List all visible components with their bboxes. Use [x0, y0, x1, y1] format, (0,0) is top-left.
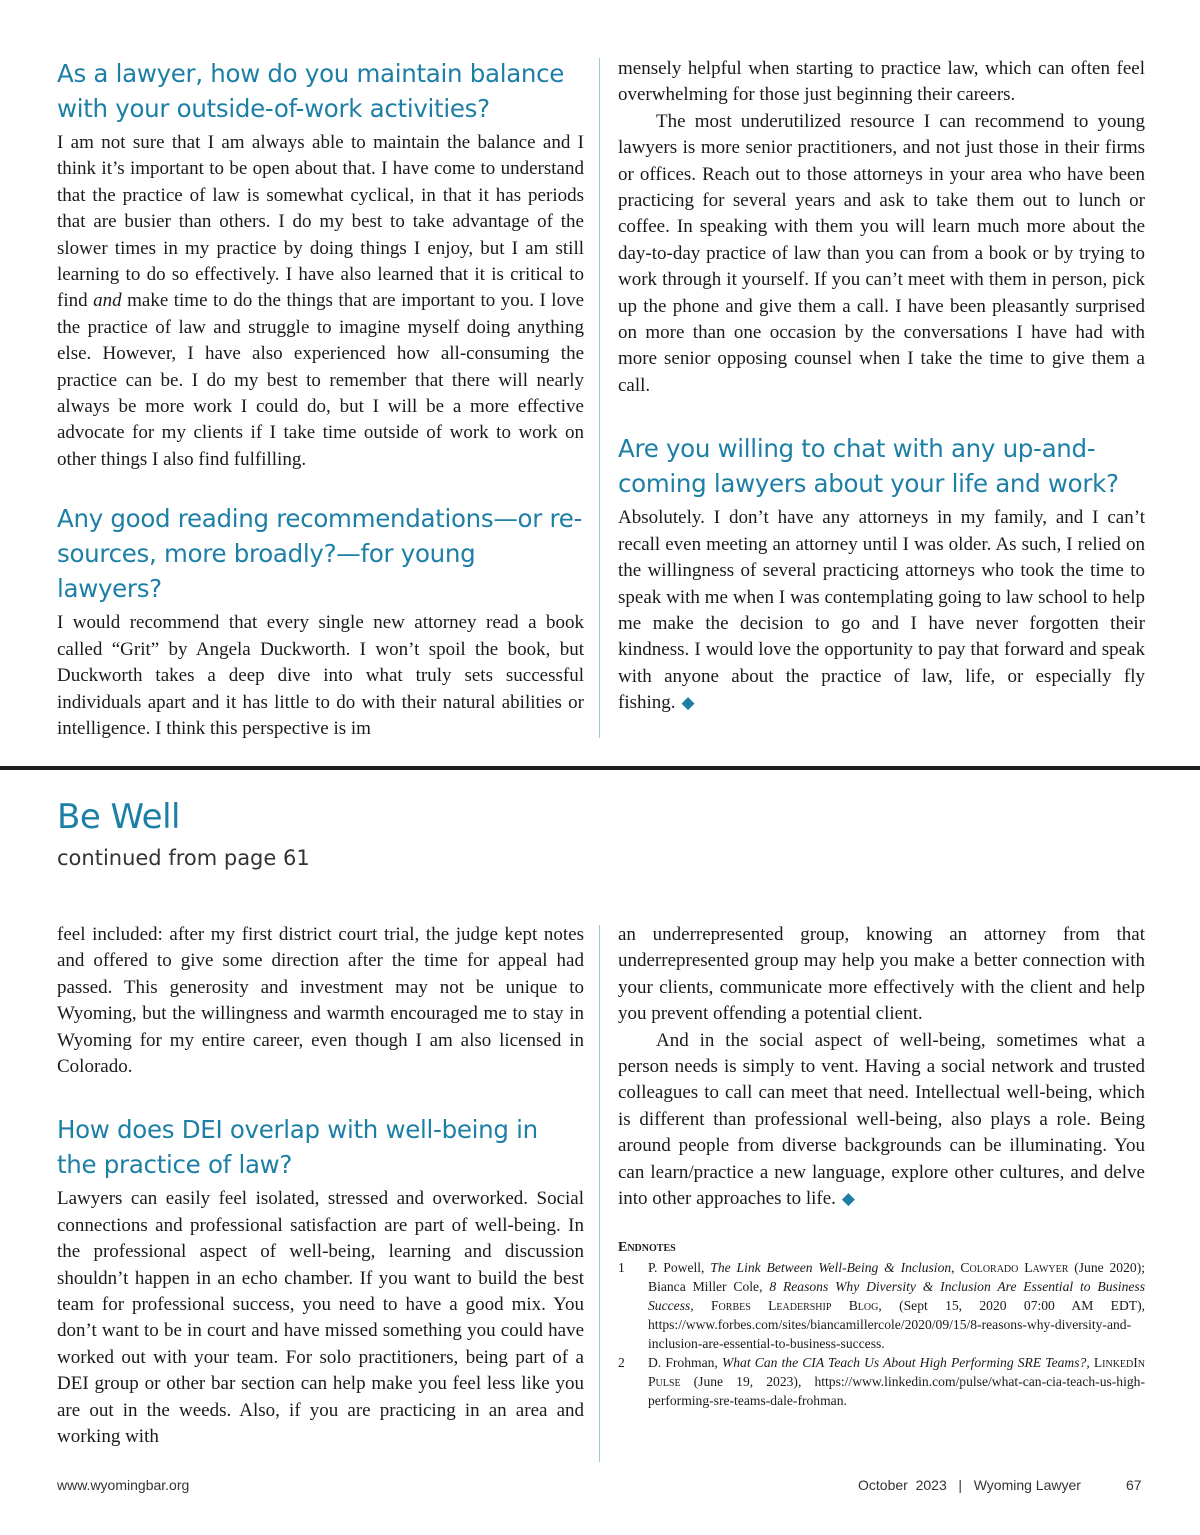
- heading-chat-with-lawyers: Are you willing to chat with any up-and-coming lawyers about your life and work?: [618, 434, 1119, 499]
- section-rule: [0, 766, 1200, 770]
- paragraph-dei-wellbeing: Lawyers can easily feel isolated, stressed and overworked. Social connections and professional satisfaction are part of well-being. In the professional aspect of well-being, learning and discussion shouldn’t happen in an echo chamber. If you want to build the best team for professional success, you need to have a good mix. You don’t want to be in court and have missed something you could have worked out with your team. For solo practitioners, being part of a DEI group or other bar section can help make you feel less like you are out in the weeds. Also, if you are practicing in an area and working with: [57, 1188, 584, 1448]
- endnote-number: 1: [618, 1260, 625, 1276]
- section-subtitle: continued from page 61: [57, 846, 310, 870]
- endnotes-title: Endnotes: [618, 1240, 676, 1256]
- column-divider-bottom: [599, 925, 600, 1462]
- bottom-left-column: [57, 922, 584, 1451]
- footer-issue: October 2023 | Wyoming Lawyer: [858, 1477, 1081, 1493]
- column-divider-top: [599, 58, 600, 738]
- top-right-column: [618, 56, 1145, 717]
- bottom-right-column: [618, 922, 1145, 1410]
- endnote-1: [618, 1258, 1145, 1353]
- heading-reading-recommendations: Any good reading recommendations—or resources, more broadly?—for young lawyers?: [57, 504, 583, 604]
- paragraph-reading-recommendations: I would recommend that every single new attorney read a book called “Grit” by Angela Duckworth. I won’t spoil the book, but Duckworth takes a deep dive into what truly sets successful individuals apart and it has little to do with their natural abilities or intelligence. I think this perspective is im: [57, 612, 584, 739]
- top-left-column: [57, 56, 584, 742]
- paragraph-chat-with-lawyers: Absolutely. I don’t have any attorneys in my family, and I can’t recall even meeting an attorney until I was older. As such, I relied on the willingness of several practicing attorneys who took the time to speak with me when I was contemplating going to law school to help me make the decision to go and I have never forgotten their kindness. I would love the opportunity to pay that forward and speak with anyone about the practice of law, life, or especially fly fishing. ◆: [618, 507, 1145, 714]
- paragraph-social-aspect: And in the social aspect of well-being, sometimes what a person needs is simply to vent. Having a social network and trusted colleagues to call can meet that need. Intellectual well-being, which is different than professional well-being, also plays a role. Being around people from diverse backgrounds can be illuminating. You can learn/practice a new language, explore other cultures, and delve into other approaches to life. ◆: [618, 1029, 1145, 1210]
- endnote-text: P. Powell, The Link Between Well-Being & Inclusion, Colorado Lawyer (June 2020); Bianca Miller Cole, 8 Reasons Why Diversity & Inclusion Are Essential to Business Success, Forbes Leadership Blog, (Sept 15, 2020 07:00 AM EDT), https://www.forbes.com/sites/biancamillercole/2020/09/15/8-reasons-why-diversity-and-inclusion-are-essential-to-business-success.: [648, 1260, 1146, 1352]
- paragraph-senior-practitioners: The most underutilized resource I can recommend to young lawyers is more senior practitioners, and not just those in their firms or offices. Reach out to those attorneys in your area who have been practicing for several years and ask to take them out to lunch or coffee. In speaking with them you will learn much more about the day-to-day practice of law than you can from a book or by trying to work through it yourself. If you can’t meet with them in person, pick up the phone and give them a call. I have been pleasantly surprised on more than one occasion by the conversations I have had with more senior opposing counsel when I take the time to give them a call.: [618, 110, 1145, 396]
- paragraph-continuation: mensely helpful when starting to practice law, which can often feel overwhelming for those just beginning their careers.: [618, 58, 1145, 106]
- endnote-text: D. Frohman, What Can the CIA Teach Us About High Performing SRE Teams?, LinkedIn Pulse (June 19, 2023), https://www.linkedin.com/pulse/what-can-cia-teach-us-high-performing-sre-teams-dale-frohman.: [648, 1355, 1145, 1409]
- endnotes: [618, 1238, 1145, 1410]
- heading-dei-wellbeing: How does DEI overlap with well-being in the practice of law?: [57, 1115, 538, 1180]
- endnote-number: 2: [618, 1355, 625, 1371]
- end-mark-icon: ◆: [841, 1189, 855, 1209]
- heading-balance: As a lawyer, how do you maintain balance with your outside-of-work activities?: [57, 59, 565, 123]
- paragraph-underrepresented: an underrepresented group, knowing an attorney from that underrepresented group may help you make a better connection with your clients, communicate more effectively with the client and help you prevent offending a potential client.: [618, 924, 1145, 1025]
- paragraph-feel-included: feel included: after my first district court trial, the judge kept notes and offered to give some direction after the time for appeal had passed. This generosity and investment may not be unique to Wyoming, but the willingness and warmth encouraged me to stay in Wyoming for my entire career, even though I am also licensed in Colorado.: [57, 924, 584, 1078]
- paragraph-balance: I am not sure that I am always able to maintain the balance and I think it’s important to be open about that. I have come to understand that the practice of law is somewhat cyclical, in that it has periods that are busier than others. I do my best to take advantage of the slower times in my practice by doing things I enjoy, but I am still learning to do so effectively. I have also learned that it is critical to find and make time to do the things that are important to you. I love the practice of law and struggle to imagine myself doing anything else. However, I have also experienced how all-consuming the practice can be. I do my best to remember that there will nearly always be more work I could do, but I will be a more effective advocate for my clients if I take time outside of work to work on other things I also find fulfilling.: [57, 132, 585, 470]
- footer-url: www.wyomingbar.org: [57, 1477, 190, 1493]
- footer-page-number: 67: [1126, 1477, 1142, 1493]
- endnote-2: [618, 1353, 1145, 1410]
- end-mark-icon: ◆: [681, 693, 695, 713]
- section-title: Be Well: [57, 797, 180, 837]
